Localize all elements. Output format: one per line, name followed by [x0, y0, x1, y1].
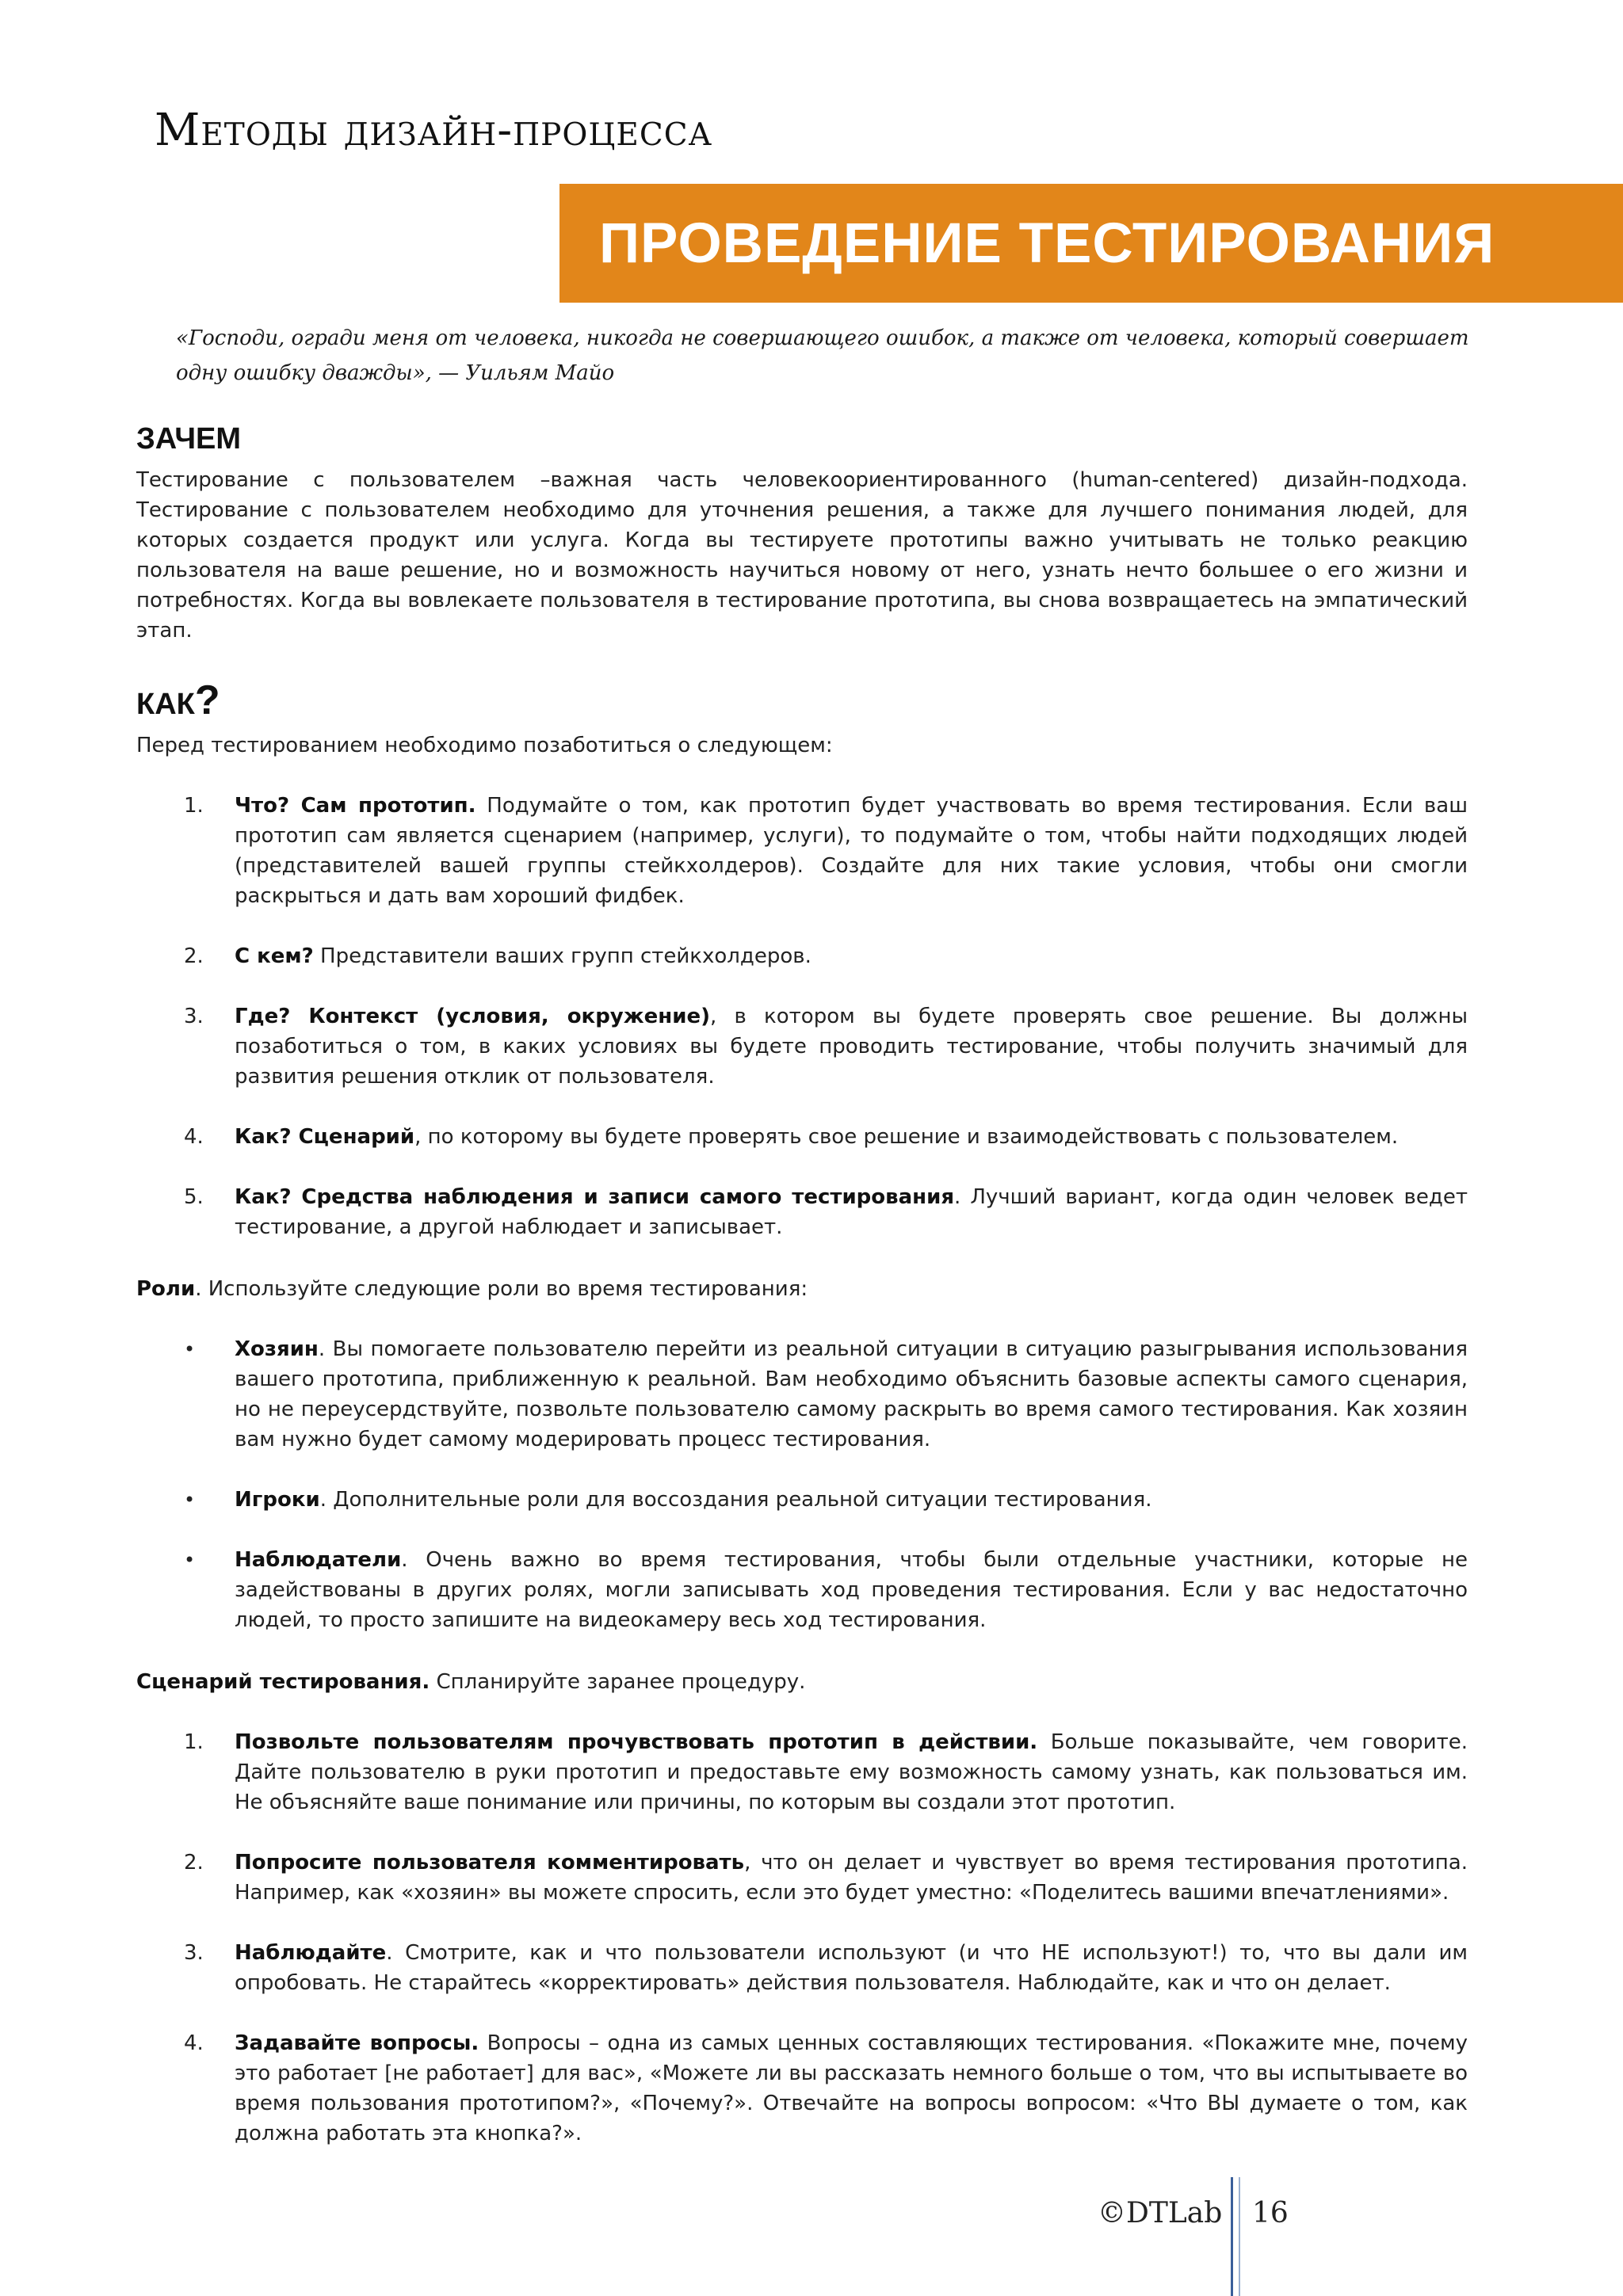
item-bold: Наблюдайте — [235, 1941, 387, 1965]
list-item — [136, 1938, 1468, 1998]
item-text: Представители ваших групп стейкхолдеров. — [313, 944, 812, 968]
list-number: 2. — [184, 944, 204, 968]
item-text: Больше показывайте, чем говорите. Дайте пользователю в руки прототип и предоставьте ему возможность самому узнать, как пользоваться им. Не объясняйте ваше понимание или причины, по которым вы создали этот прототип. — [235, 1730, 1468, 1814]
main-content — [136, 424, 1468, 2180]
item-bold: Как? Сценарий — [235, 1125, 415, 1149]
item-text: . Дополнительные роли для воссоздания реальной ситуации тестирования. — [319, 1488, 1152, 1512]
item-text: . Смотрите, как и что пользователи используют (и что НЕ используют!) то, что вы дали им опробовать. Не старайтесь «корректировать» действия пользователя. Наблюдайте, как и что он делает. — [235, 1941, 1468, 1995]
list-item — [136, 1001, 1468, 1092]
item-text: , что он делает и чувствует во время тестирования прототипа. Например, как «хозяин» вы можете спросить, если это будет уместно: «Поделитесь вашими впечатлениями». — [235, 1851, 1468, 1905]
list-item — [136, 941, 1468, 971]
page-number: 16 — [1252, 2197, 1289, 2229]
how-intro: Перед тестированием необходимо позаботиться о следующем: — [136, 734, 833, 757]
list-number: 1. — [184, 794, 204, 818]
list-item — [136, 1545, 1468, 1635]
preparation-list — [136, 791, 1468, 1242]
item-bold: С кем? — [235, 944, 314, 968]
list-number: 3. — [184, 1941, 204, 1965]
item-text: Подумайте о том, как прототип будет участвовать во время тестирования. Если ваш прототип сам является сценарием (например, услуги), то подумайте о том, чтобы найти подходящих людей (представителей вашей группы стейкхолдеров). Создайте для них такие условия, чтобы они смогли раскрыться и дать вам хороший фидбек. — [235, 794, 1468, 908]
scenario-lead-text: Спланируйте заранее процедуру. — [430, 1670, 806, 1694]
item-text: . Вы помогаете пользователю перейти из реальной ситуации в ситуацию разыгрывания использования вашего прототипа, приближенную к реальной. Вам необходимо объяснить базовые аспекты самого сценария, но не переусердствуйте, позвольте пользователю самому раскрыть во время самого тестирования. Как хозяин вам нужно будет самому модерировать процесс тестирования. — [235, 1337, 1468, 1451]
item-bold: Хозяин — [235, 1337, 319, 1361]
item-bold: Где? Контекст (условия, окружение) — [235, 1005, 710, 1028]
scenario-lead — [136, 1667, 1468, 1697]
footer-copyright: ©DTLab — [1098, 2197, 1223, 2229]
list-number: 1. — [184, 1730, 204, 1754]
item-text: . Очень важно во время тестирования, чтобы были отдельные участники, которые не задействованы в других ролях, могли записывать ход проведения тестирования. Если у вас недостаточно людей, то просто запишите на видеокамеру весь ход тестирования. — [235, 1548, 1468, 1632]
why-heading: ЗАЧЕМ — [136, 422, 242, 456]
roles-lead-bold: Роли — [136, 1277, 196, 1301]
item-text: , в котором вы будете проверять свое решение. Вы должны позаботиться о том, в каких условиях вы будете проводить тестирование, чтобы получить значимый для развития решения отклик от пользователя. — [235, 1005, 1468, 1089]
list-item — [136, 1122, 1468, 1152]
roles-lead-text: . Используйте следующие роли во время тестирования: — [195, 1277, 808, 1301]
section-banner — [559, 184, 1623, 303]
list-number: 3. — [184, 1005, 204, 1028]
item-bold: Наблюдатели — [235, 1548, 402, 1572]
scenario-lead-bold: Сценарий тестирования. — [136, 1670, 430, 1694]
list-item — [136, 1727, 1468, 1817]
list-number: 4. — [184, 1125, 204, 1149]
roles-lead — [136, 1274, 1468, 1304]
list-item — [136, 1848, 1468, 1908]
item-bold: Игроки — [235, 1488, 320, 1512]
bullet-icon: • — [184, 1338, 196, 1360]
list-number: 5. — [184, 1185, 204, 1209]
list-item — [136, 1485, 1468, 1515]
list-item — [136, 791, 1468, 911]
item-bold: Задавайте вопросы. — [235, 2031, 479, 2055]
bullet-icon: • — [184, 1489, 196, 1511]
item-bold: Что? Сам прототип. — [235, 794, 476, 818]
epigraph-quote: «Господи, огради меня от человека, никогда не совершающего ошибок, а также от человека, который совершает одну ошибку дважды», — Уильям Майо — [176, 326, 1469, 385]
how-heading-text: КАК — [136, 688, 195, 721]
item-text: , по которому вы будете проверять свое решение и взаимодействовать с пользователем. — [414, 1125, 1399, 1149]
banner-title: ПРОВЕДЕНИЕ ТЕСТИРОВАНИЯ — [599, 212, 1495, 275]
scenario-list — [136, 1727, 1468, 2149]
footer-divider — [1231, 2177, 1240, 2296]
list-item — [136, 2028, 1468, 2149]
item-bold: Как? Средства наблюдения и записи самого тестирования — [235, 1185, 955, 1209]
bullet-icon: • — [184, 1549, 196, 1571]
list-number: 4. — [184, 2031, 204, 2055]
item-text: . Лучший вариант, когда один человек ведет тестирование, а другой наблюдает и записывает. — [235, 1185, 1468, 1239]
item-text: Вопросы – одна из самых ценных составляющих тестирования. «Покажите мне, почему это работает [не работает] для вас», «Можете ли вы рассказать немного больше о том, что вы испытываете во время пользования прототипом?», «Почему?». Отвечайте на вопросы вопросом: «Что ВЫ думаете о том, как должна работать эта кнопка?». — [235, 2031, 1468, 2145]
list-number: 2. — [184, 1851, 204, 1875]
page-header-title: Методы дизайн-процесса — [155, 105, 713, 156]
how-heading — [136, 677, 1468, 723]
why-paragraph: Тестирование с пользователем –важная часть человекоориентированного (human-centered) дизайн-подхода. Тестирование с пользователем необходимо для уточнения решения, а также для лучшего понимания людей, для которых создается продукт или услуга. Когда вы тестируете прототипы важно учитывать не только реакцию пользователя на ваше решение, но и возможность научиться новому от него, узнать нечто большее о его жизни и потребностях. Когда вы вовлекаете пользователя в тестирование прототипа, вы снова возвращаетесь на эмпатический этап. — [136, 468, 1468, 643]
item-bold: Позвольте пользователям прочувствовать прототип в действии. — [235, 1730, 1038, 1754]
how-heading-mark: ? — [194, 677, 220, 723]
list-item — [136, 1334, 1468, 1455]
list-item — [136, 1182, 1468, 1242]
item-bold: Попросите пользователя комментировать — [235, 1851, 745, 1875]
roles-list — [136, 1334, 1468, 1635]
